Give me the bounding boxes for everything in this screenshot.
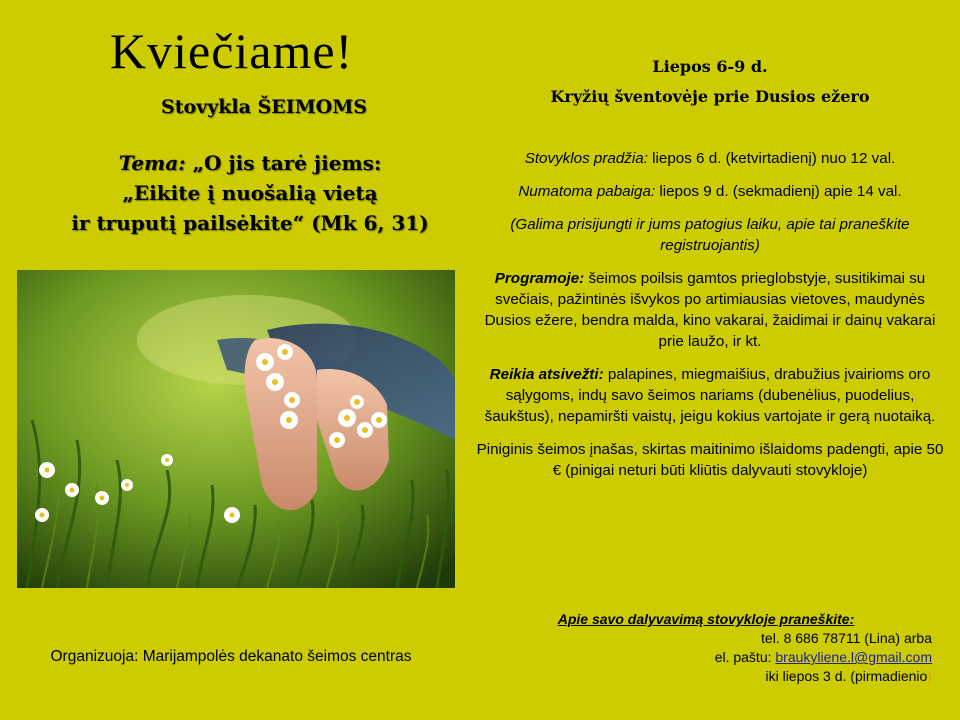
event-details xyxy=(475,148,945,493)
contact-email-line: el. paštu: braukyliene.l@gmail.com xyxy=(714,649,932,665)
bring-label: Reikia atsivežti: xyxy=(489,366,604,383)
program-info: Programoje: šeimos poilsis gamtos prieglobstyje, susitikimai su svečiais, pažintinės išvykos po artimiausias vietoves, maudynės Dusios ežere, bendra malda, kino vakarai, žaidimai ir dainų vakarai prie laužo, ir kt. xyxy=(484,270,936,350)
event-date: Liepos 6-9 d. xyxy=(652,57,768,76)
organizer-text: Organizuoja: Marijampolės dekanato šeimos centras xyxy=(50,648,412,665)
contact-phone: tel. 8 686 78711 (Lina) arba xyxy=(761,630,932,646)
event-dates xyxy=(480,52,940,112)
bring-info: Reikia atsivežti: palapines, miegmaišius, drabužius įvairioms oro sąlygoms, indų savo šeimos nariams (dubenėlius, puodelius, šaukštus), nepamiršti vaistų, jeigu kokius vartojate ir gerą nuotaiką. xyxy=(484,366,936,425)
theme-label: Tema: xyxy=(118,151,186,175)
email-link[interactable]: braukyliene.l@gmail.com xyxy=(775,649,932,665)
contact-block xyxy=(480,610,932,686)
theme-block xyxy=(0,148,500,238)
feet-in-daisies-photo xyxy=(17,270,455,588)
theme-line-3: ir truputį pailsėkite“ (Mk 6, 31) xyxy=(71,211,429,235)
event-place: Kryžių šventovėje prie Dusios ežero xyxy=(550,87,870,106)
theme-line-2: „Eikite į nuošalią vietą xyxy=(122,181,378,205)
theme-line-1: Tema: „O jis tarė jiems: xyxy=(118,151,382,175)
end-label: Numatoma pabaiga: xyxy=(518,183,656,200)
join-note: (Galima prisijungti ir jums patogius laiku, apie tai praneškite registruojantis) xyxy=(510,216,910,254)
start-label: Stovyklos pradžia: xyxy=(524,150,648,167)
contact-deadline: iki liepos 3 d. (pirmadienio) xyxy=(765,668,932,684)
page-title: Kviečiame! xyxy=(110,23,354,79)
fee-info: Piniginis šeimos įnašas, skirtas maitinimo išlaidoms padengti, apie 50 € (pinigai neturi būti kliūtis dalyvauti stovykloje) xyxy=(476,441,944,479)
contact-heading: Apie savo dalyvavimą stovykloje praneškite: xyxy=(557,611,855,627)
camp-subtitle: Stovykla ŠEIMOMS xyxy=(161,96,367,118)
program-label: Programoje: xyxy=(494,270,585,287)
end-info: Numatoma pabaiga: liepos 9 d. (sekmadienį) apie 14 val. xyxy=(518,183,902,200)
start-info: Stovyklos pradžia: liepos 6 d. (ketvirtadienį) nuo 12 val. xyxy=(524,150,896,167)
